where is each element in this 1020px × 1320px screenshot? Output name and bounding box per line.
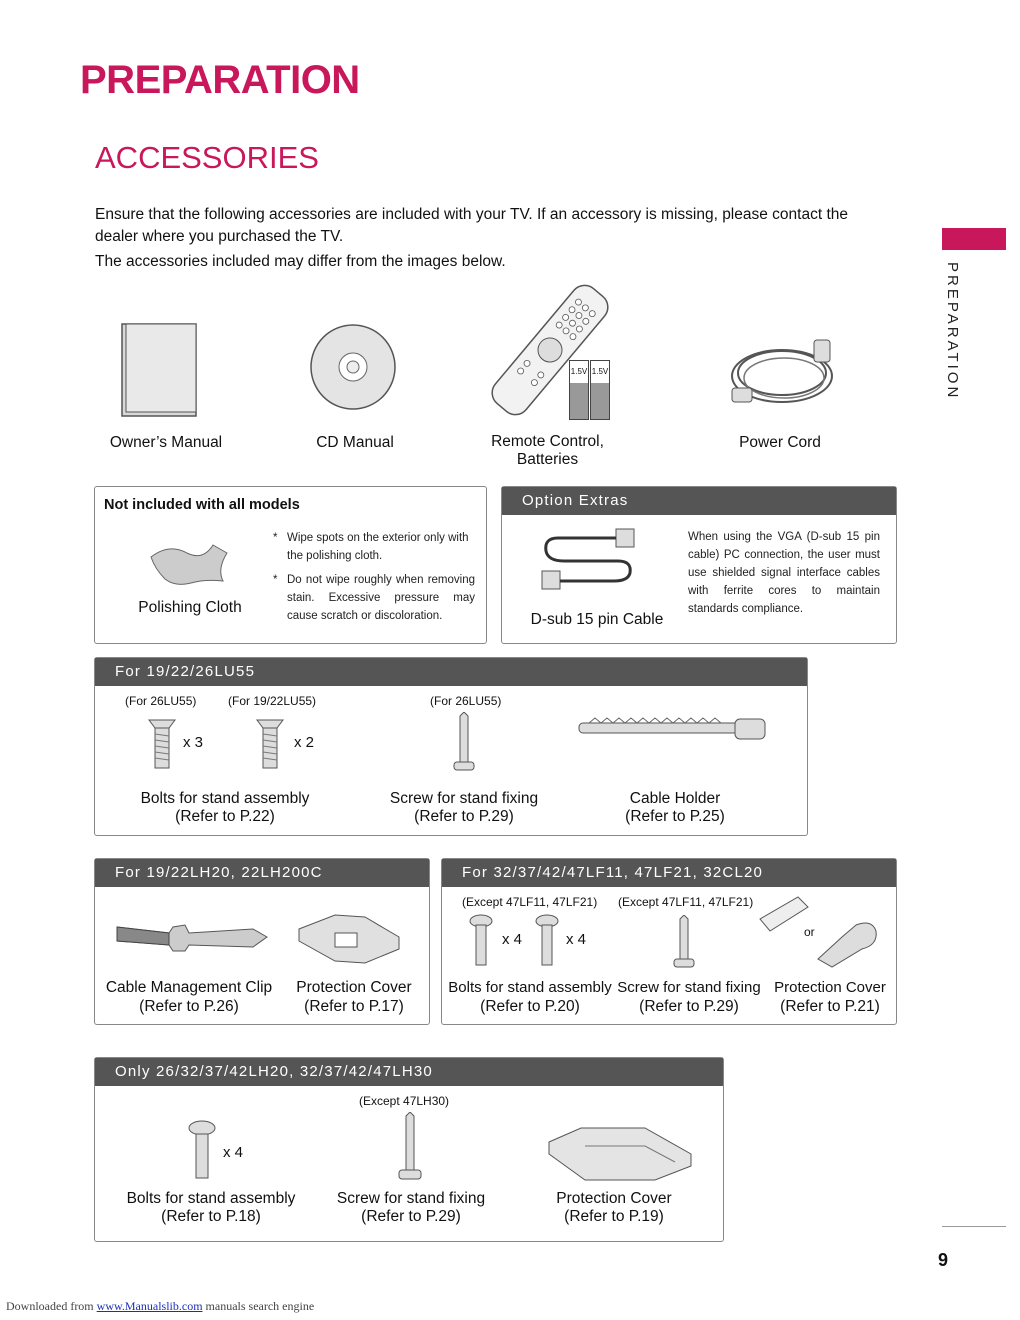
not-included-header: Not included with all models <box>104 497 300 513</box>
lh30-bolts-ref: (Refer to P.18) <box>161 1208 261 1225</box>
cable-holder-illustration <box>575 716 770 742</box>
bolt-icon <box>255 718 285 770</box>
note-bullet-2: * <box>273 574 278 586</box>
lh30-tag: (Except 47LH30) <box>359 1094 450 1108</box>
lf11-panel <box>441 858 897 1025</box>
bolt-icon <box>187 1118 217 1182</box>
footer-prefix: Downloaded from <box>6 1299 94 1313</box>
lf11-cover-ref: (Refer to P.21) <box>780 998 880 1015</box>
or-label: or <box>804 925 815 939</box>
lf11-cover-label: Protection Cover <box>774 979 886 996</box>
battery-2: 1.5V <box>590 360 610 420</box>
page-title: PREPARATION <box>80 58 360 102</box>
lf11-bolts-ref: (Refer to P.20) <box>480 998 580 1015</box>
lf11-screw-label: Screw for stand fixing <box>617 979 761 996</box>
lu55-bolts-label: Bolts for stand assembly <box>140 790 310 807</box>
lu55-screw-label: Screw for stand fixing <box>389 790 539 807</box>
lf11-tag-1: (Except 47LF11, 47LF21) <box>462 895 598 909</box>
intro-note: The accessories included may differ from the images below. <box>95 253 506 270</box>
lh30-header: Only 26/32/37/42LH20, 32/37/42/47LH30 <box>95 1058 723 1086</box>
screw-icon <box>397 1112 423 1184</box>
protection-cover-b <box>812 915 882 971</box>
protection-cover-illustration <box>295 907 407 967</box>
dsub-cable-label: D-sub 15 pin Cable <box>530 611 664 628</box>
tag-1922lu55: (For 19/22LU55) <box>228 694 317 708</box>
cable-clip-illustration <box>113 915 271 955</box>
option-extras-panel <box>501 486 897 644</box>
intro-text: Ensure that the following accessories are included with your TV. If an accessory is missing, please contact the dealer where you purchased the TV. <box>95 206 848 245</box>
screw-icon <box>452 712 476 778</box>
lh30-panel <box>94 1057 724 1242</box>
cd-illustration <box>308 322 398 412</box>
qty-bolts-b: x 4 <box>566 931 587 948</box>
tag-screw-26lu55: (For 26LU55) <box>430 694 502 708</box>
lu55-bolts-ref: (Refer to P.22) <box>175 808 275 825</box>
lh30-qty: x 4 <box>223 1144 244 1161</box>
cable-holder-ref: (Refer to P.25) <box>625 808 725 825</box>
option-extras-header: Option Extras <box>502 487 896 515</box>
footer <box>6 1299 314 1314</box>
lh20-header: For 19/22LH20, 22LH200C <box>95 859 429 887</box>
cd-manual-label: CD Manual <box>316 434 394 451</box>
qty-bolts-1922: x 2 <box>294 734 315 751</box>
footer-link[interactable]: www.Manualslib.com <box>96 1299 203 1313</box>
lf11-bolts-label: Bolts for stand assembly <box>448 979 612 996</box>
battery-1: 1.5V <box>569 360 589 420</box>
bolt-icon <box>147 718 177 770</box>
power-cord-label: Power Cord <box>739 434 821 451</box>
lu55-header: For 19/22/26LU55 <box>95 658 807 686</box>
page-number: 9 <box>938 1250 949 1270</box>
polishing-cloth-label: Polishing Cloth <box>138 599 242 616</box>
cloth-note-1: Wipe spots on the exterior only with the polishing cloth. <box>287 532 469 562</box>
footer-suffix: manuals search engine <box>205 1299 315 1313</box>
bolt-icon <box>468 913 494 969</box>
lf11-header: For 32/37/42/47LF11, 47LF21, 32CL20 <box>442 859 896 887</box>
screw-icon <box>672 915 696 971</box>
lh30-bolts-label: Bolts for stand assembly <box>126 1190 296 1207</box>
lh30-screw-ref: (Refer to P.29) <box>361 1208 461 1225</box>
clip-label: Cable Management Clip <box>105 979 273 996</box>
owners-manual-label: Owner’s Manual <box>109 434 223 451</box>
dsub-note: When using the VGA (D-sub 15 pin cable) PC connection, the user must use shielded signal interface cables with ferrite cores to maintain standards compliance. <box>688 531 880 615</box>
power-cord-illustration <box>722 328 842 413</box>
batteries-label: Batteries <box>516 451 579 468</box>
section-title: ACCESSORIES <box>95 140 319 175</box>
lh30-screw-label: Screw for stand fixing <box>336 1190 486 1207</box>
tag-26lu55: (For 26LU55) <box>125 694 197 708</box>
lh20-panel <box>94 858 430 1025</box>
bolt-icon <box>534 913 560 969</box>
remote-label: Remote Control, <box>491 433 604 450</box>
protection-cover-illustration <box>545 1124 695 1182</box>
cloth-note-2: Do not wipe roughly when removing stain. Excessive pressure may cause scratch or discoloration. <box>287 574 475 622</box>
lh30-cover-label: Protection Cover <box>556 1190 672 1207</box>
side-tab-marker <box>942 228 1006 250</box>
lf11-tag-2: (Except 47LF11, 47LF21) <box>618 895 754 909</box>
lu55-screw-ref: (Refer to P.29) <box>414 808 514 825</box>
not-included-panel <box>94 486 487 644</box>
qty-bolts-26: x 3 <box>183 734 204 751</box>
lf11-screw-ref: (Refer to P.29) <box>639 998 739 1015</box>
lh20-cover-ref: (Refer to P.17) <box>304 998 404 1015</box>
dsub-cable-illustration <box>538 525 638 599</box>
lu55-panel <box>94 657 808 836</box>
side-chapter-label: PREPARATION <box>944 262 961 401</box>
note-bullet-1: * <box>273 532 278 544</box>
polishing-cloth-illustration <box>147 539 229 589</box>
owners-manual-illustration <box>120 322 200 418</box>
lh30-cover-ref: (Refer to P.19) <box>564 1208 664 1225</box>
clip-ref: (Refer to P.26) <box>139 998 239 1015</box>
qty-bolts-a: x 4 <box>502 931 523 948</box>
page-number-rule <box>942 1226 1006 1227</box>
cable-holder-label: Cable Holder <box>629 790 721 807</box>
lh20-cover-label: Protection Cover <box>296 979 412 996</box>
